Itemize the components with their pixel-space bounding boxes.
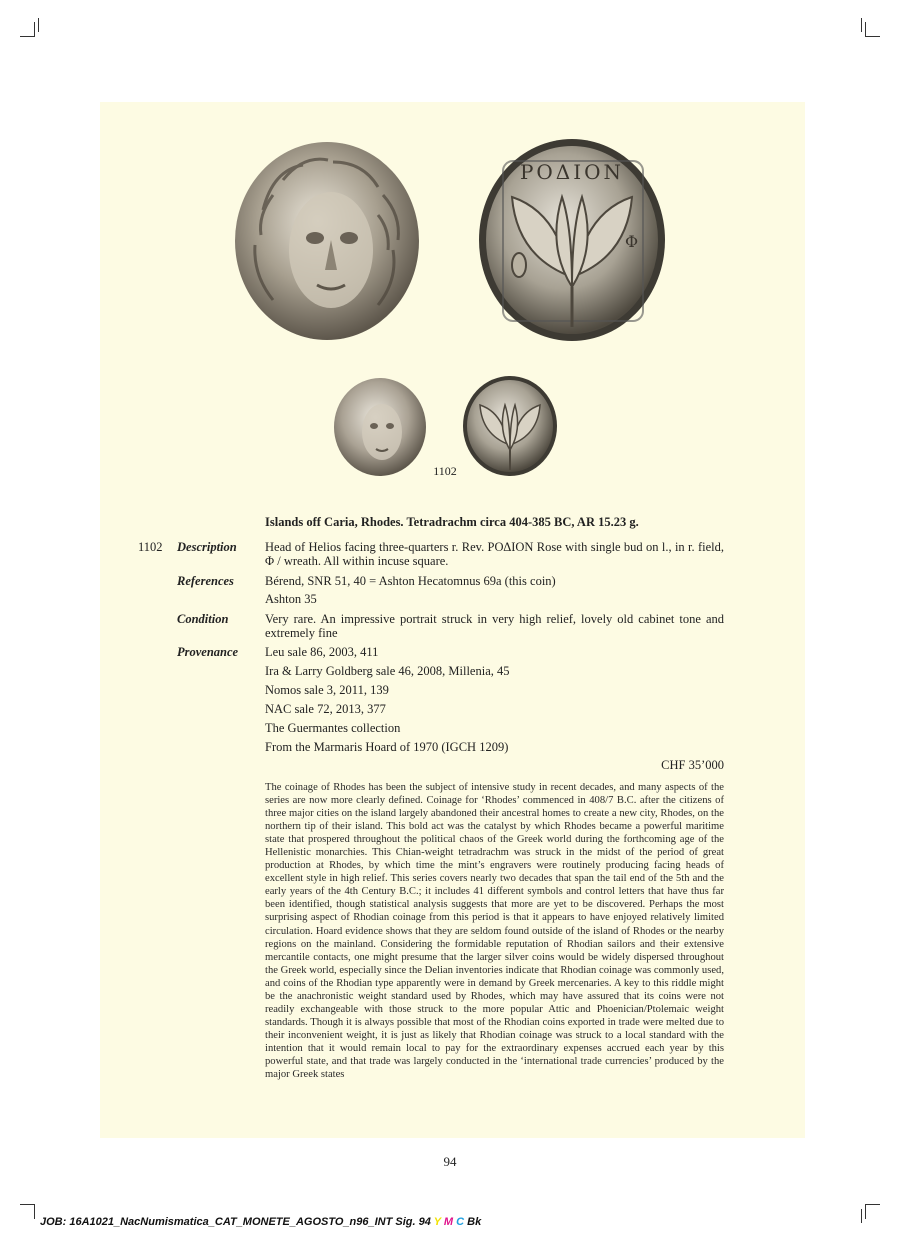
crop-mark-bottom-right-tick xyxy=(861,1209,862,1223)
provenance-line: From the Marmaris Hoard of 1970 (IGCH 1209) xyxy=(265,740,509,754)
coin-legend-text: ΡΟΔΙΟΝ xyxy=(519,160,625,184)
provenance-line: Ira & Larry Goldberg sale 46, 2008, Millenia, 45 xyxy=(265,664,510,678)
coin-reverse-small xyxy=(462,375,558,478)
lot-number: 1102 xyxy=(138,540,163,554)
price-estimate: CHF 35’000 xyxy=(661,758,724,772)
references-line: Ashton 35 xyxy=(265,592,317,606)
crop-mark-top-right-tick xyxy=(861,18,862,32)
crop-mark-top-left-tick xyxy=(38,18,39,32)
condition-text: Very rare. An impressive portrait struck in very high relief, lovely old cabinet tone and extremely fine xyxy=(265,612,724,640)
svg-text:Φ: Φ xyxy=(625,232,639,251)
references-label: References xyxy=(177,574,234,588)
job-slug: JOB: 16A1021_NacNumismatica_CAT_MONETE_AGOSTO_n96_INT Sig. 94 xyxy=(40,1216,431,1228)
color-bar-black: Bk xyxy=(467,1216,482,1228)
coin-reverse-large xyxy=(477,137,667,343)
lot-title: Islands off Caria, Rhodes. Tetradrachm circa 404-385 BC, AR 15.23 g. xyxy=(265,515,639,529)
color-bar-magenta: M xyxy=(443,1216,454,1228)
condition-label: Condition xyxy=(177,612,229,626)
crop-mark-bottom-left xyxy=(20,1204,35,1219)
print-job-line xyxy=(40,1216,481,1228)
provenance-line: Nomos sale 3, 2011, 139 xyxy=(265,683,389,697)
lot-image-caption: 1102 xyxy=(433,464,457,478)
essay-text: The coinage of Rhodes has been the subject of intensive study in recent decades, and many aspects of the series are now more clearly defined. Coinage for ‘Rhodes’ commenced in 408/7 B.C. after the citizens of three major cities on the island largely abandoned their ancestral homes to create a new city, Rhodes, on the northern tip of their island. This bold act was the catalyst by which Rhodes became a powerful maritime state that prospered throughout the political chaos of the Greek world during the forthcoming age of the Hellenistic monarchies. This Chian-weight tetradrachm was struck in the midst of the period of great production at Rhodes, by which time the mint’s engravers were routinely producing facing heads of excellent style in high relief. This series covers nearly two decades that span the tail end of the 5th and the early years of the 4th Century B.C.; it includes 41 different symbols and control letters that have thus far been identified, though statistical analysis suggests that more are yet to be discovered. Perhaps the most surprising aspect of Rhodian coinage from this period is that it appears to have enjoyed relatively limited circulation. Hoard evidence shows that they are seldom found outside of the island of Rhodes or the nearby regions on the mainland. Considering the formidable reputation of Rhodian sailors and their extensive mercantile contacts, one might presume that the larger silver coins would be widely dispersed throughout the Greek world, especially since the Delian inventories indicate that Rhodian coinage was commonly used, and coins of the Rhodian type apparently were in demand by Greek mercenaries. A key to this riddle might be the anachronistic weight standard used by Rhodes, which may have assured that its coins were not readily exchangeable with those struck to the more popular Attic and Phoenician/Ptolemaic weight standards. Though it is always possible that most of the Rhodian coins exported in trade were melted due to their inconvenient weight, it is just as likely that Rhodian coinage was struck to a local standard with the intention that it would remain local to pay for the extraordinary expenses accrued each year by this powerful state, and that trade was largely conducted in the ‘international trade currencies’ produced by the major Greek states xyxy=(265,782,724,1081)
provenance-line: Leu sale 86, 2003, 411 xyxy=(265,645,379,659)
crop-mark-top-left xyxy=(20,22,35,37)
coin-obverse-large xyxy=(233,140,421,342)
page-number: 94 xyxy=(443,1154,457,1169)
crop-mark-top-right xyxy=(865,22,880,37)
color-bar-cyan: C xyxy=(456,1216,465,1228)
description-label: Description xyxy=(177,540,237,554)
references-line: Bérend, SNR 51, 40 = Ashton Hecatomnus 69a (this coin) xyxy=(265,574,556,588)
provenance-label: Provenance xyxy=(177,645,239,659)
color-bar-yellow: Y xyxy=(433,1216,441,1228)
description-text: Head of Helios facing three-quarters r. Rev. ΡΟΔΙΟΝ Rose with single bud on l., in r. field, Φ / wreath. All within incuse square. xyxy=(265,540,724,568)
provenance-line: NAC sale 72, 2013, 377 xyxy=(265,702,386,716)
provenance-line: The Guermantes collection xyxy=(265,721,401,735)
coin-obverse-small xyxy=(333,377,427,477)
crop-mark-bottom-right xyxy=(865,1204,880,1219)
